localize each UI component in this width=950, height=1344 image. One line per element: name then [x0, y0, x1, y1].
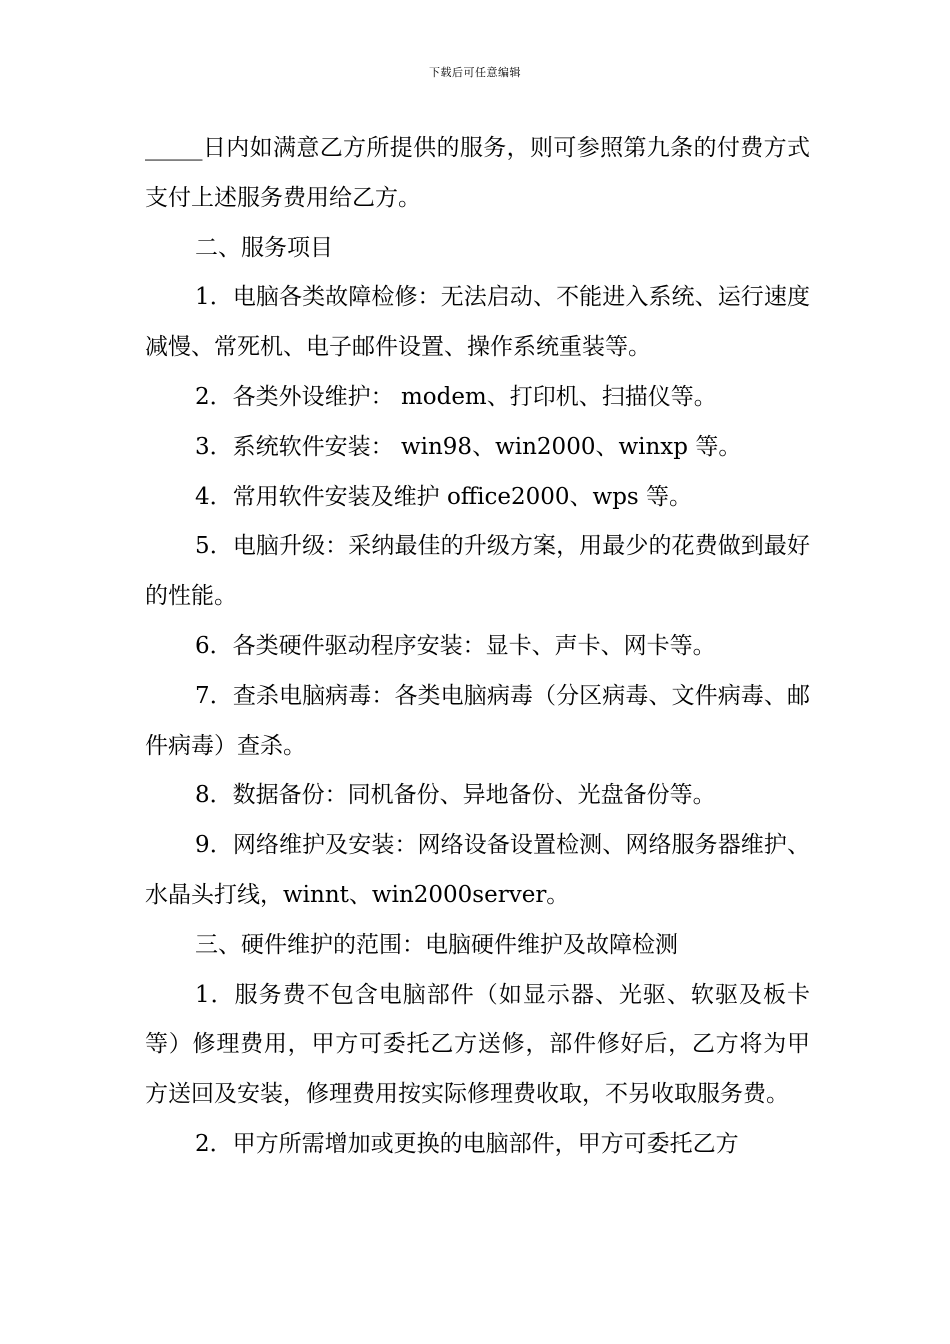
- hardware-item-2: 2．甲方所需增加或更换的电脑部件，甲方可委托乙方: [195, 1130, 739, 1157]
- section-heading-hardware-scope: 三、硬件维护的范围：电脑硬件维护及故障检测: [195, 931, 678, 958]
- list-item-7: 7．查杀电脑病毒：各类电脑病毒（分区病毒、文件病毒、邮件病毒）查杀。: [145, 682, 810, 759]
- list-item-3: 3．系统软件安装： win98、win2000、winxp 等。: [195, 433, 742, 460]
- list-item-1: 1．电脑各类故障检修：无法启动、不能进入系统、运行速度减慢、常死机、电子邮件设置、操作系统重装等。: [145, 284, 810, 361]
- hardware-item-1: 1．服务费不包含电脑部件（如显示器、光驱、软驱及板卡等）修理费用，甲方可委托乙方送修，部件修好后，乙方将为甲方送回及安装，修理费用按实际修理费收取，不另收取服务费。: [145, 981, 810, 1108]
- document-body: [145, 124, 810, 1170]
- section-heading-service-items: 二、服务项目: [195, 234, 333, 261]
- list-item-2: 2．各类外设维护： modem、打印机、扫描仪等。: [195, 383, 717, 410]
- list-item-6: 6．各类硬件驱动程序安装：显卡、声卡、网卡等。: [195, 632, 716, 659]
- list-item-5: 5．电脑升级：采纳最佳的升级方案，用最少的花费做到最好的性能。: [145, 533, 810, 610]
- list-item-8: 8．数据备份：同机备份、异地备份、光盘备份等。: [195, 782, 716, 809]
- paragraph-payment-terms: _____日内如满意乙方所提供的服务，则可参照第九条的付费方式支付上述服务费用给乙方。: [145, 135, 810, 211]
- list-item-9: 9．网络维护及安装：网络设备设置检测、网络服务器维护、水晶头打线，winnt、win2000server。: [145, 832, 810, 908]
- page-header: 下载后可任意编辑: [429, 66, 521, 79]
- list-item-4: 4．常用软件安装及维护 office2000、wps 等。: [195, 483, 693, 510]
